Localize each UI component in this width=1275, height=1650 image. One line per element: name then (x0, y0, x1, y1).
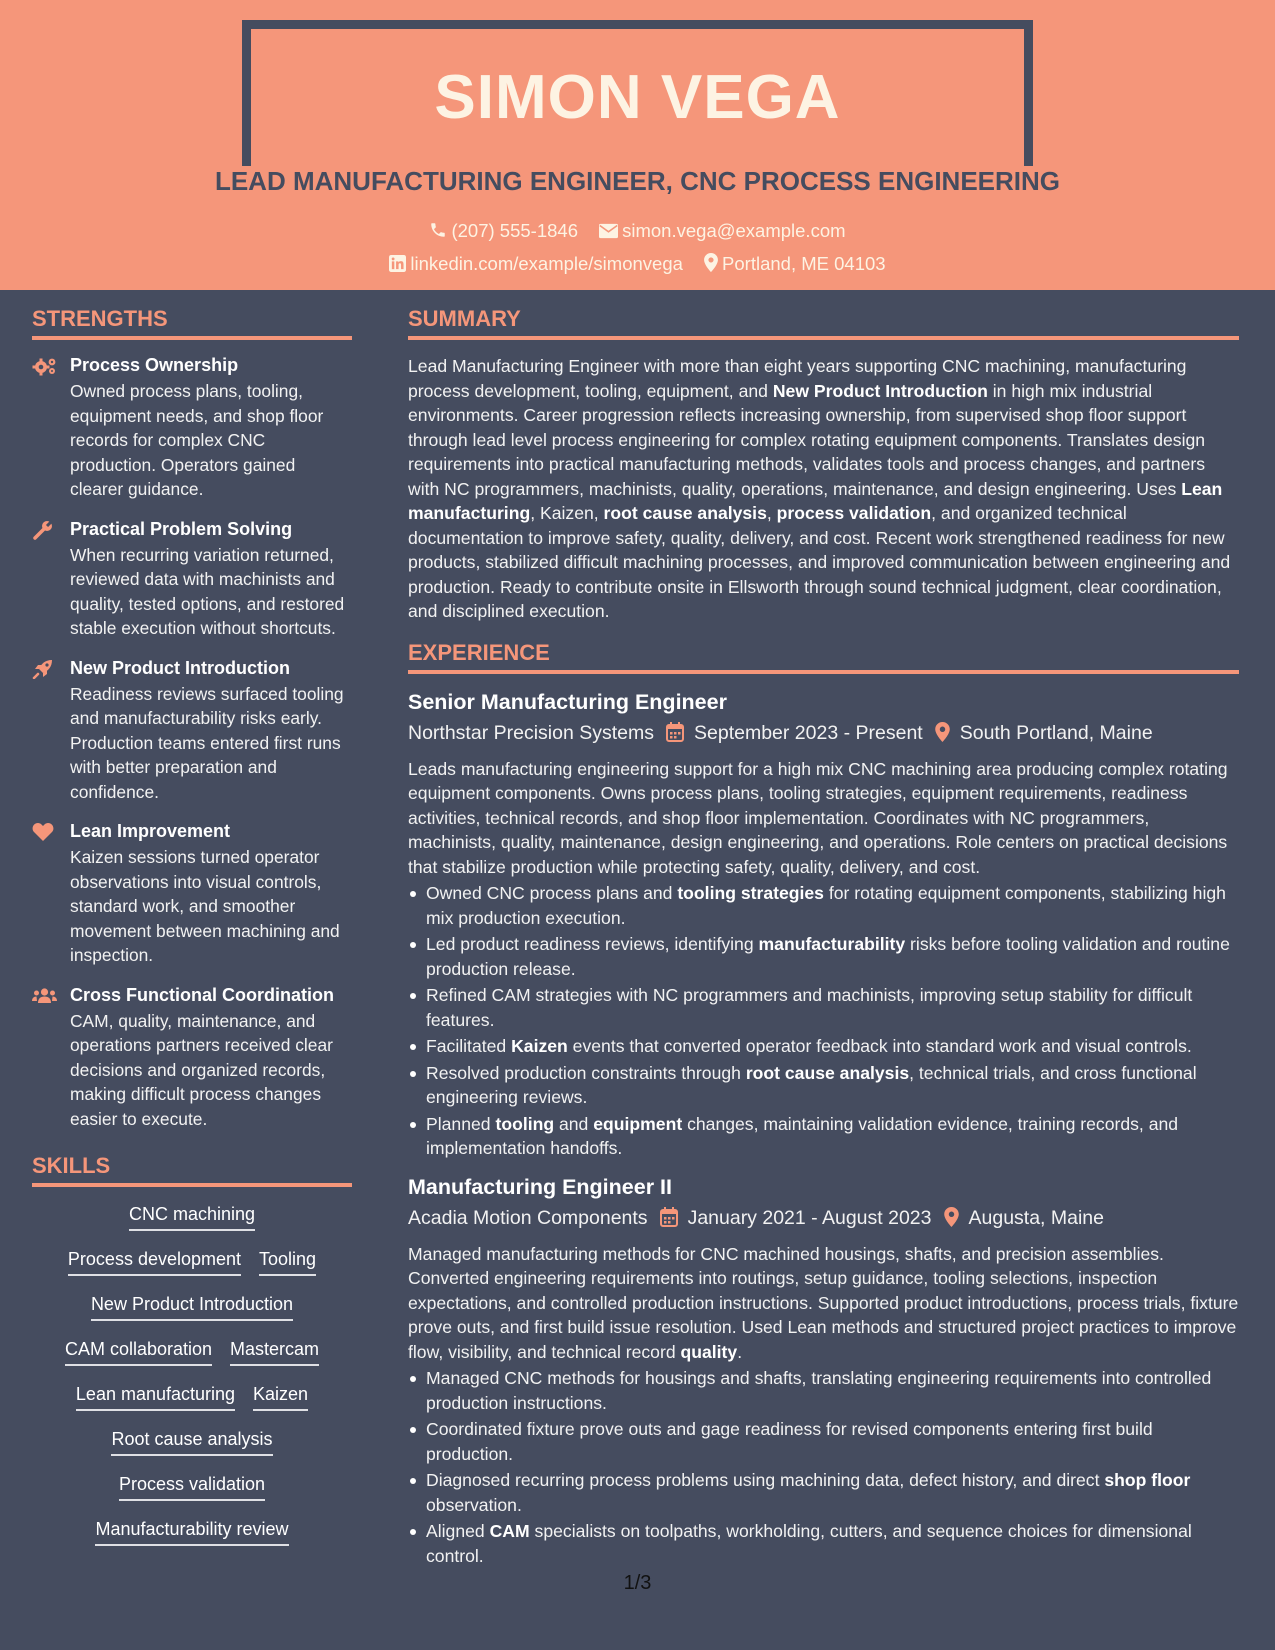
linkedin-item[interactable] (389, 253, 683, 275)
text-segment: Planned (426, 1113, 496, 1134)
text-segment: Led product readiness reviews, identifying (426, 934, 759, 954)
bullet-item (408, 983, 1239, 1032)
text-segment: , technical trials, and cross functional engineering reviews. (426, 1062, 1197, 1107)
skills-row (32, 1201, 352, 1246)
strengths-heading: STRENGTHS (32, 306, 352, 340)
bold-text: tooling strategies (677, 883, 824, 903)
skill-tag: Tooling (259, 1248, 316, 1276)
bold-text: Kaizen (511, 1036, 568, 1056)
strength-item (32, 820, 352, 968)
email-text: simon.vega@example.com (622, 220, 846, 241)
job-bullets (408, 881, 1239, 1161)
job-bullets (408, 1366, 1239, 1568)
skill-tag: CAM collaboration (65, 1338, 212, 1366)
bold-text: quality (680, 1341, 738, 1362)
email-item[interactable] (599, 220, 845, 242)
job-title: Manufacturing Engineer II (408, 1174, 672, 1199)
phone-text: (207) 555-1846 (451, 220, 578, 241)
bullet-item (408, 881, 1239, 930)
bold-text: root cause analysis (745, 1062, 910, 1083)
job-meta (408, 718, 1239, 751)
skills-row (32, 1246, 352, 1291)
skill-tag: Lean manufacturing (76, 1383, 235, 1411)
header (0, 0, 1275, 290)
location-item (704, 253, 886, 275)
job-dates: September 2023 - Present (694, 721, 923, 744)
phone-item[interactable] (429, 220, 578, 242)
strength-desc: CAM, quality, maintenance, and operations partners received clear decisions and organized records, making difficult process changes easier to execute. (70, 1010, 333, 1129)
text-segment: specialists on toolpaths, workholding, cutters, and sequence choices for dimensional control. (426, 1521, 1192, 1566)
skills-row (32, 1336, 352, 1381)
bullet-item (408, 1034, 1239, 1059)
text-segment: and (554, 1113, 594, 1134)
right-column (408, 306, 1239, 1580)
bullet-item (408, 1061, 1239, 1110)
job-description (408, 1242, 1239, 1365)
page-number: 1/3 (623, 1572, 652, 1594)
map-pin-icon (944, 1206, 959, 1236)
strength-desc: Kaizen sessions turned operator observations into visual controls, standard work, and smoother movement between machining and inspection. (70, 847, 340, 965)
bullet-item (408, 1519, 1239, 1568)
calendar-icon (660, 1206, 678, 1236)
text-segment: Aligned (426, 1521, 490, 1541)
skill-tag: Process validation (119, 1473, 265, 1501)
bullet-item (408, 1112, 1239, 1161)
candidate-name: SIMON VEGA (434, 63, 841, 132)
skills-row (32, 1471, 352, 1516)
calendar-icon (666, 721, 684, 751)
job-location: Augusta, Maine (968, 1206, 1105, 1229)
location-text: Portland, ME 04103 (722, 253, 886, 274)
summary-text (408, 354, 1239, 624)
bold-text: tooling (495, 1113, 555, 1134)
strength-desc: When recurring variation returned, reviewed data with machinists and quality, tested options, and restored stable execution without shortcuts. (70, 544, 345, 638)
text-segment: , (766, 503, 777, 523)
skill-tag: Manufacturability review (95, 1518, 288, 1546)
contact-row-1 (0, 220, 1275, 242)
heart-icon (32, 822, 58, 842)
experience-list (408, 688, 1239, 1569)
skill-tag: Root cause analysis (111, 1428, 272, 1456)
strength-desc: Readiness reviews surfaced tooling and manufacturability risks early. Production teams entered first runs with better preparation and confidence. (70, 683, 344, 802)
skills-row (32, 1291, 352, 1336)
candidate-title-text: LEAD MANUFACTURING ENGINEER, CNC PROCESS ENGINEERING (209, 166, 1066, 196)
bullet-item (408, 932, 1239, 981)
text-segment: Refined CAM strategies with NC programmers and machinists, improving setup stability for difficult features. (426, 985, 1193, 1030)
text-segment: risks before tooling validation and routine production release. (426, 934, 1230, 979)
skill-tag: CNC machining (129, 1203, 255, 1231)
rocket-icon (32, 659, 58, 679)
phone-icon (429, 221, 447, 239)
strength-desc: Owned process plans, tooling, equipment needs, and shop floor records for complex CNC production. Operators gained clearer guidance. (70, 381, 324, 499)
bold-text: process validation (776, 503, 932, 523)
company-name: Acadia Motion Components (408, 1206, 648, 1229)
text-segment: Managed CNC methods for housings and shafts, translating engineering requirements into controlled production instructions. (426, 1368, 1212, 1413)
skill-tag: Kaizen (253, 1383, 308, 1411)
bold-text: equipment (593, 1113, 683, 1134)
job-location: South Portland, Maine (959, 721, 1153, 744)
text-segment: Owned CNC process plans and (426, 883, 678, 903)
text-segment: , Kaizen, (530, 503, 604, 523)
skill-tag: Process development (68, 1248, 241, 1276)
users-icon (32, 986, 58, 1006)
bold-text: New Product Introduction (772, 380, 988, 401)
bullet-item (408, 1468, 1239, 1517)
candidate-title (0, 166, 1275, 197)
text-segment: . (737, 1341, 743, 1362)
job-description (408, 757, 1239, 880)
text-segment: events that converted operator feedback into standard work and visual controls. (567, 1036, 1192, 1056)
strength-title: Practical Problem Solving (70, 518, 293, 539)
text-segment: Diagnosed recurring process problems using machining data, defect history, and direct (426, 1470, 1105, 1490)
linkedin-icon (389, 255, 406, 272)
text-segment: Managed manufacturing methods for CNC machined housings, shafts, and precision assemblies. Converted engineering requirements into routings, setup guidance, tooling selections, inspection expectations, and controlled production instructions. Supported product introductions, process trials, fixture prove outs, and first build issue resolution. Used Lean methods and structured project practices to improve flow, visibility, and technical record (408, 1243, 1239, 1362)
bold-text: shop floor (1104, 1470, 1191, 1490)
text-segment: Coordinated fixture prove outs and gage readiness for revised components entering first build production. (426, 1419, 1153, 1464)
linkedin-text: linkedin.com/example/simonvega (410, 253, 683, 274)
wrench-icon (32, 520, 58, 540)
text-segment: for rotating equipment components, stabilizing high mix production execution. (426, 883, 1226, 928)
strength-title: Process Ownership (70, 355, 239, 375)
strength-item (32, 657, 352, 805)
company-name: Northstar Precision Systems (408, 721, 654, 744)
bold-text: root cause analysis (603, 503, 767, 523)
text-segment: in high mix industrial environments. Career progression reflects increasing ownership, from supervised shop floor support through lead level process engineering for complex rotating equipment components. Translates design requirements into practical manufacturing methods, validates tools and process changes, and partners with NC programmers, machinists, quality, operations, maintenance, and design engineering. Uses (408, 380, 1206, 499)
skills-heading: SKILLS (32, 1153, 352, 1187)
strength-title: New Product Introduction (70, 657, 290, 678)
summary-heading: SUMMARY (408, 306, 1239, 340)
job-title: Senior Manufacturing Engineer (408, 689, 727, 714)
skill-tag: Mastercam (230, 1338, 319, 1366)
text-segment: , and organized technical documentation to improve safety, quality, delivery, and cost. Recent work strengthened readiness for new products, stabilized difficult machining processes, and improved communication between engineering and production. Ready to contribute onsite in Ellsworth through sound technical judgment, clear coordination, and disciplined execution. (408, 503, 1231, 621)
contact-row-2 (0, 253, 1275, 275)
map-pin-icon (935, 721, 950, 751)
strength-title: Cross Functional Coordination (70, 984, 334, 1005)
strength-item (32, 518, 352, 641)
text-segment: Resolved production constraints through (426, 1062, 746, 1083)
job-meta (408, 1203, 1239, 1236)
left-column (32, 306, 352, 1561)
skill-tag: New Product Introduction (91, 1293, 293, 1321)
text-segment: Leads manufacturing engineering support for a high mix CNC machining area producing complex rotating equipment components. Owns process plans, tooling strategies, equipment requirements, readiness activities, technical records, and shop floor implementation. Coordinates with NC programmers, machinists, quality, maintenance, design engineering, and operations. Role centers on practical decisions that stabilize production while protecting safety, quality, delivery, and cost. (408, 758, 1228, 877)
strength-item (32, 984, 352, 1132)
strength-item (32, 354, 352, 502)
bold-text: Lean manufacturing (408, 478, 1223, 523)
envelope-icon (599, 223, 618, 239)
skills-row (32, 1381, 352, 1426)
bullet-item (408, 1366, 1239, 1415)
strength-title: Lean Improvement (70, 821, 231, 841)
job-entry (408, 1173, 1239, 1569)
text-segment: changes, maintaining validation evidence, training records, and implementation handoffs. (426, 1113, 1179, 1158)
experience-heading: EXPERIENCE (408, 640, 1239, 674)
text-segment: observation. (426, 1494, 522, 1515)
map-pin-icon (704, 253, 718, 272)
gears-icon (32, 356, 58, 376)
skills-row (32, 1426, 352, 1471)
text-segment: Lead Manufacturing Engineer with more than eight years supporting CNC machining, manufacturing process development, tooling, equipment, and (408, 356, 1187, 401)
bold-text: manufacturability (758, 934, 906, 954)
job-dates: January 2021 - August 2023 (687, 1206, 932, 1229)
bold-text: CAM (489, 1521, 530, 1541)
job-entry (408, 688, 1239, 1161)
skills-list (32, 1201, 352, 1561)
text-segment: Facilitated (426, 1036, 512, 1056)
skills-row (32, 1516, 352, 1561)
bullet-item (408, 1417, 1239, 1466)
